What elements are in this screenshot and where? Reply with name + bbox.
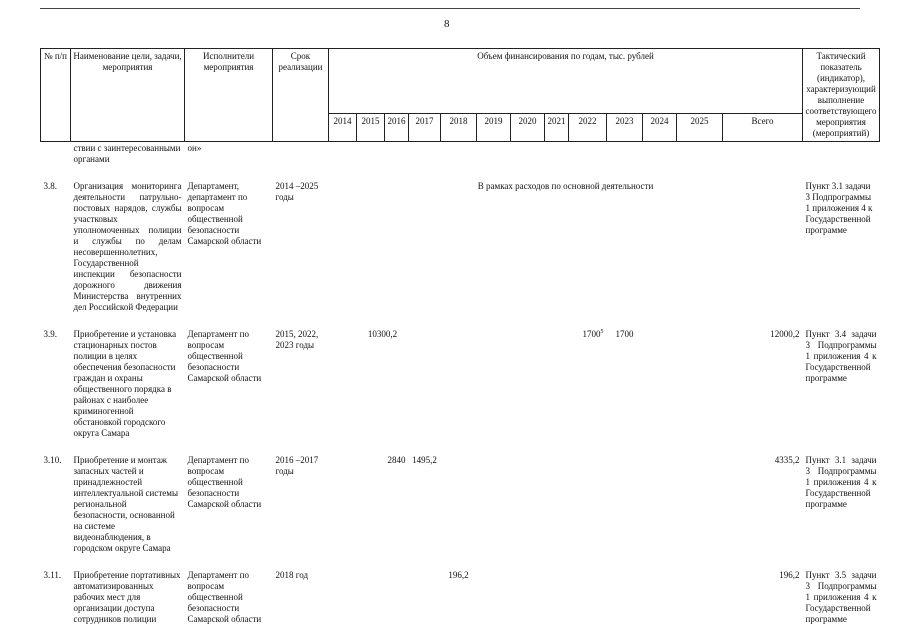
row-term: 2015, 2022, 2023 годы — [275, 329, 319, 350]
value-2015: 10300,2 — [367, 329, 398, 339]
header-number: № п/п — [41, 49, 71, 142]
financing-plan-table — [40, 48, 880, 626]
table-row — [41, 180, 880, 314]
row-term: 2018 год — [275, 570, 309, 580]
row-indicator: Пункт 3.5 задачи 3 Подпрограммы 1 приложения 4 к Государственной программе — [805, 570, 877, 624]
row-executor: Департамент по вопросам общественной безопасности Самарской области — [187, 329, 262, 383]
year-header: 2022 — [569, 113, 607, 141]
table-row — [41, 454, 880, 555]
row-name: Организация мониторинга деятельности патрульно-постовых нарядов, службы участковых уполномоченных полиции и службы по делам несовершеннолетних, Государственной инспекции безопасности дорожного движения Министерства внутренних дел Российской Федерации — [73, 181, 182, 312]
year-header: 2025 — [677, 113, 723, 141]
year-header: 2018 — [441, 113, 477, 141]
row-executor: Департамент, департамент по вопросам общественной безопасности Самарской области — [187, 181, 262, 246]
total-header: Всего — [723, 113, 803, 141]
value-2016: 2840 — [387, 455, 406, 465]
value-2022: 1700$^5$ — [582, 329, 604, 339]
value-total: 12000,2 — [770, 329, 800, 339]
header-indicator: Тактический показатель (индикатор), характеризующий выполнение соответствующего мероприятия (мероприятий) — [803, 49, 880, 142]
row-number: 3.9. — [43, 329, 57, 339]
continued-executor: он» — [187, 143, 202, 153]
year-header: 2015 — [357, 113, 385, 141]
table-row — [41, 142, 880, 167]
year-header: 2020 — [511, 113, 545, 141]
row-indicator: Пункт 3.4 задачи 3 Подпрограммы 1 приложения 4 к Государственной программе — [805, 329, 877, 383]
header-name: Наименование цели, задачи, мероприятия — [71, 49, 185, 142]
row-indicator: Пункт 3.1 задачи 3 Подпрограммы 1 приложения 4 к Государственной программе — [805, 181, 873, 235]
header-executors: Исполнители мероприятия — [185, 49, 273, 142]
value-2023: 1700 — [615, 329, 634, 339]
year-header: 2016 — [385, 113, 409, 141]
year-header: 2014 — [329, 113, 357, 141]
year-header: 2017 — [409, 113, 441, 141]
row-number: 3.10. — [43, 455, 62, 465]
row-name: Приобретение портативных автоматизированных рабочих мест для организации доступа сотрудников полиции — [73, 570, 181, 624]
page-number: 8 — [444, 18, 450, 30]
row-financing-note: В рамках расходов по основной деятельности — [477, 181, 654, 191]
row-executor: Департамент по вопросам общественной безопасности Самарской области — [187, 455, 262, 509]
value-total: 196,2 — [779, 570, 800, 580]
header-term: Срок реализации — [273, 49, 329, 142]
row-term: 2016 –2017 годы — [275, 455, 319, 476]
table-row — [41, 569, 880, 626]
year-header: 2024 — [643, 113, 677, 141]
value-total: 4335,2 — [774, 455, 800, 465]
year-header: 2021 — [545, 113, 569, 141]
row-executor: Департамент по вопросам общественной безопасности Самарской области — [187, 570, 262, 624]
row-name: Приобретение и установка стационарных постов полиции в целях обеспечения безопасности граждан и охраны общественного порядка в районах с наиболее криминогенной обстановкой городского округа Самара — [73, 329, 177, 438]
header-financing: Объем финансирования по годам, тыс. рублей — [329, 49, 803, 114]
top-rule — [40, 8, 860, 9]
row-number: 3.8. — [43, 181, 57, 191]
table-row — [41, 328, 880, 440]
value-2018: 196,2 — [448, 570, 469, 580]
year-header: 2023 — [607, 113, 643, 141]
continued-name: ствии с заинтересованными органами — [73, 143, 181, 164]
value-2017: 1495,2 — [412, 455, 437, 465]
row-number: 3.11. — [43, 570, 62, 580]
row-indicator: Пункт 3.1 задачи 3 Подпрограммы 1 приложения 4 к Государственной программе — [805, 455, 877, 509]
row-name: Приобретение и монтаж запасных частей и принадлежностей интеллектуальной системы региональной безопасности, основанной на системе видеонаблюдения, в городском округе Самара — [73, 455, 179, 553]
row-term: 2014 –2025 годы — [275, 181, 319, 202]
year-header: 2019 — [477, 113, 511, 141]
